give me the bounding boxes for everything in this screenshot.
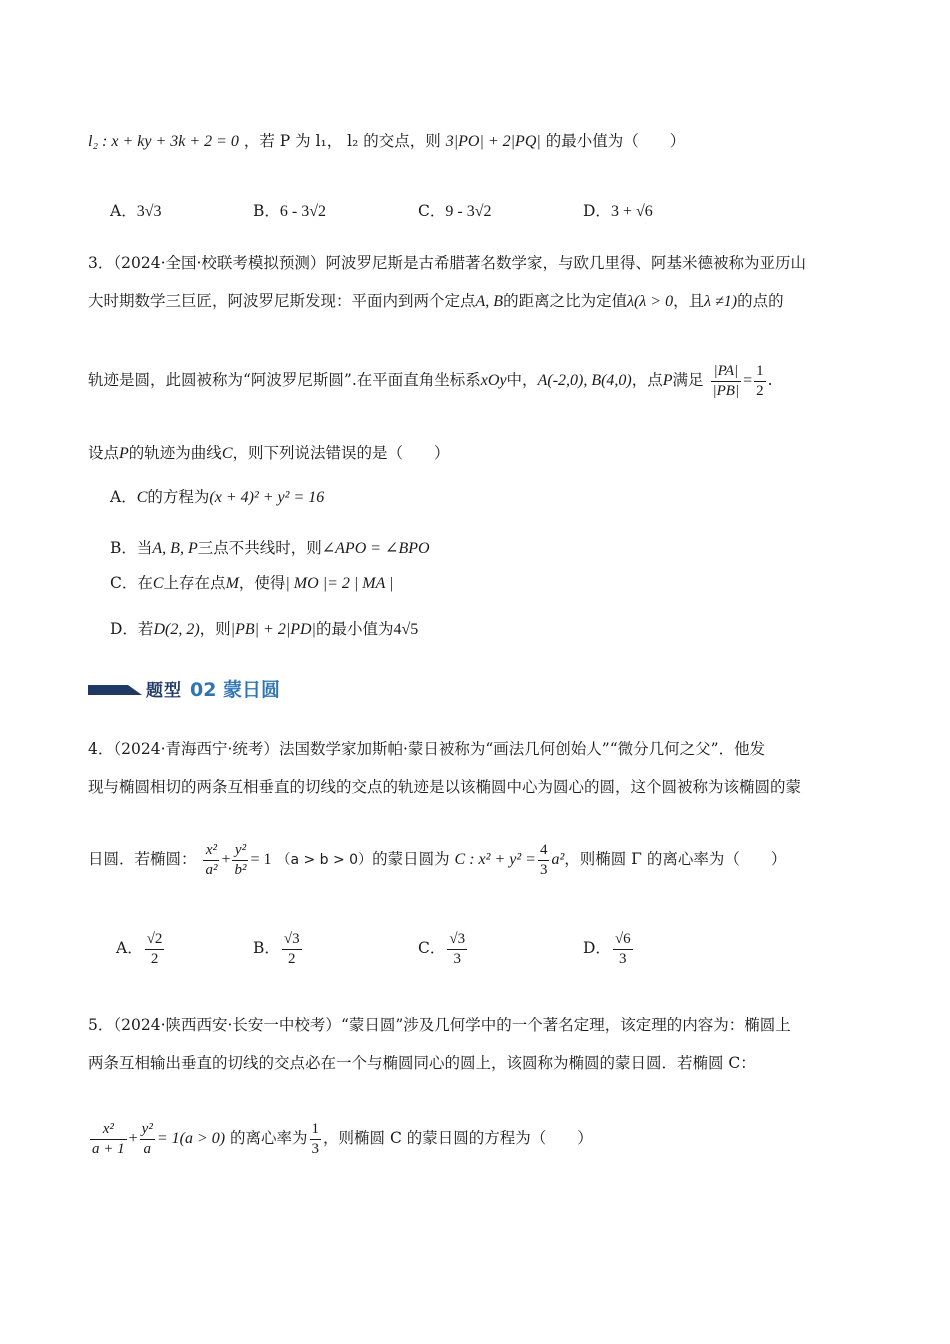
q5-source: （2024·陕西西安·长安一中校考） <box>113 1016 341 1034</box>
q3-option-b[interactable]: B．当A, B, P三点不共线时，则∠APO = ∠BPO <box>110 539 430 557</box>
q4-option-a[interactable]: A． $\frac{√2}{2}$ <box>116 930 163 967</box>
q3-option-c[interactable]: C．在C上存在点M，使得| MO |= 2 | MA | <box>110 574 394 592</box>
q4-circle-coef: $\frac{4}{3}$ <box>539 841 548 878</box>
q5-x-term: $\frac{\text{x²}}{a + 1}$ <box>92 1120 125 1157</box>
q3-line1-text: 阿波罗尼斯是古希腊著名数学家，与欧几里得、阿基米德被称为亚历山 <box>325 254 806 272</box>
q4-line-1: 4．（2024·青海西宁·统考）法国数学家加斯帕·蒙日被称为“画法几何创始人”“微分几何之父”．他发 <box>88 740 766 758</box>
q4-number: 4． <box>88 740 114 758</box>
q2-text-end: 的最小值为（ ） <box>545 132 686 150</box>
q4-option-d[interactable]: D． $\frac{√6}{3}$ <box>583 930 631 967</box>
q3-option-d[interactable]: D．若D(2, 2)，则|PB| + 2|PD|的最小值为4√5 <box>110 620 419 638</box>
q3-ratio: $\frac{|PA|}{|PB|}$ <box>712 362 740 399</box>
q5-line-1: 5．（2024·陕西西安·长安一中校考）“蒙日圆”涉及几何学中的一个著名定理，该定理的内容为：椭圆上 <box>88 1016 791 1034</box>
q3-number: 3． <box>88 254 114 272</box>
q2-l2-equation: l₂ : x + ky + 3k + 2 = 0 <box>88 133 239 150</box>
q4-option-b[interactable]: B． $\frac{√3}{2}$ <box>253 930 300 967</box>
q5-y-term: $\frac{\text{y²}}{a}$ <box>141 1120 153 1157</box>
q3-line-4: 设点P的轨迹为曲线C，则下列说法错误的是（ ） <box>88 444 450 462</box>
q2-option-b[interactable]: B．6 - 3√2 <box>253 202 326 220</box>
q4-line-3: 日圆．若椭圆： $\frac{\text{x²}}{\text{a²}}$ + $\frac{\text{y²}}{\text{b²}}$ = 1 （a > b > 0）的蒙日圆为 C : x² + y² = $\frac{4}{3}$ a²，则椭圆 Γ 的离心率为（ ） <box>88 841 787 878</box>
q3-option-a[interactable]: A．C的方程为(x + 4)² + y² = 16 <box>110 488 325 506</box>
q5-line-2: 两条互相输出垂直的切线的交点必在一个与椭圆同心的圆上，该圆称为椭圆的蒙日圆．若椭圆 C： <box>88 1054 756 1072</box>
section-title: 02 蒙日圆 <box>190 678 281 701</box>
q2-option-c[interactable]: C．9 - 3√2 <box>418 202 492 220</box>
q3-line-2: 大时期数学三巨匠，阿波罗尼斯发现：平面内到两个定点A, B的距离之比为定值λ(λ > 0，且λ ≠1)的点的 <box>88 292 784 310</box>
q4-ellipse-x-term: $\frac{\text{x²}}{\text{a²}}$ <box>205 841 218 878</box>
q3-ratio-value: $\frac{1}{2}$ <box>756 362 764 399</box>
q4-source: （2024·青海西宁·统考） <box>113 740 279 758</box>
q2-expression: 3|PO| + 2|PQ| <box>445 133 541 150</box>
q4-line-2: 现与椭圆相切的两条互相垂直的切线的交点的轨迹是以该椭圆中心为圆心的圆，这个圆被称为该椭圆的蒙 <box>88 778 802 796</box>
section-tag-arrow <box>128 685 142 695</box>
q4-option-c[interactable]: C． $\frac{√3}{3}$ <box>418 930 466 967</box>
q3-line-1 <box>88 252 806 274</box>
q3-line-3: 轨迹是圆，此圆被称为“阿波罗尼斯圆”.在平面直角坐标系xOy中，A(-2,0), B(4,0)，点P满足 $\frac{|PA|}{|PB|}$ = $\frac{1}{2}$ . <box>88 362 773 399</box>
section-heading <box>88 673 280 703</box>
q5-number: 5． <box>88 1016 114 1034</box>
q4-ellipse-y-term: $\frac{\text{y²}}{\text{b²}}$ <box>234 841 247 878</box>
q2-line <box>88 130 685 153</box>
q2-option-a[interactable]: A．3√3 <box>110 202 162 220</box>
q5-line-3: $\frac{\text{x²}}{a + 1}$ + $\frac{\text{y²}}{a}$ = 1(a > 0) 的离心率为 $\frac{1}{3}$ ，则椭圆 C 的蒙日圆的方程为（ ） <box>92 1120 593 1157</box>
q2-option-d[interactable]: D．3 + √6 <box>583 202 653 220</box>
q2-text-mid: ，若 P 为 l₁， l₂ 的交点，则 <box>243 132 441 150</box>
q3-source: （2024·全国·校联考模拟预测） <box>113 254 326 272</box>
section-tag-bar <box>88 685 128 695</box>
q5-eccentricity: $\frac{1}{3}$ <box>311 1120 320 1157</box>
section-tag: 题型 <box>146 680 182 701</box>
